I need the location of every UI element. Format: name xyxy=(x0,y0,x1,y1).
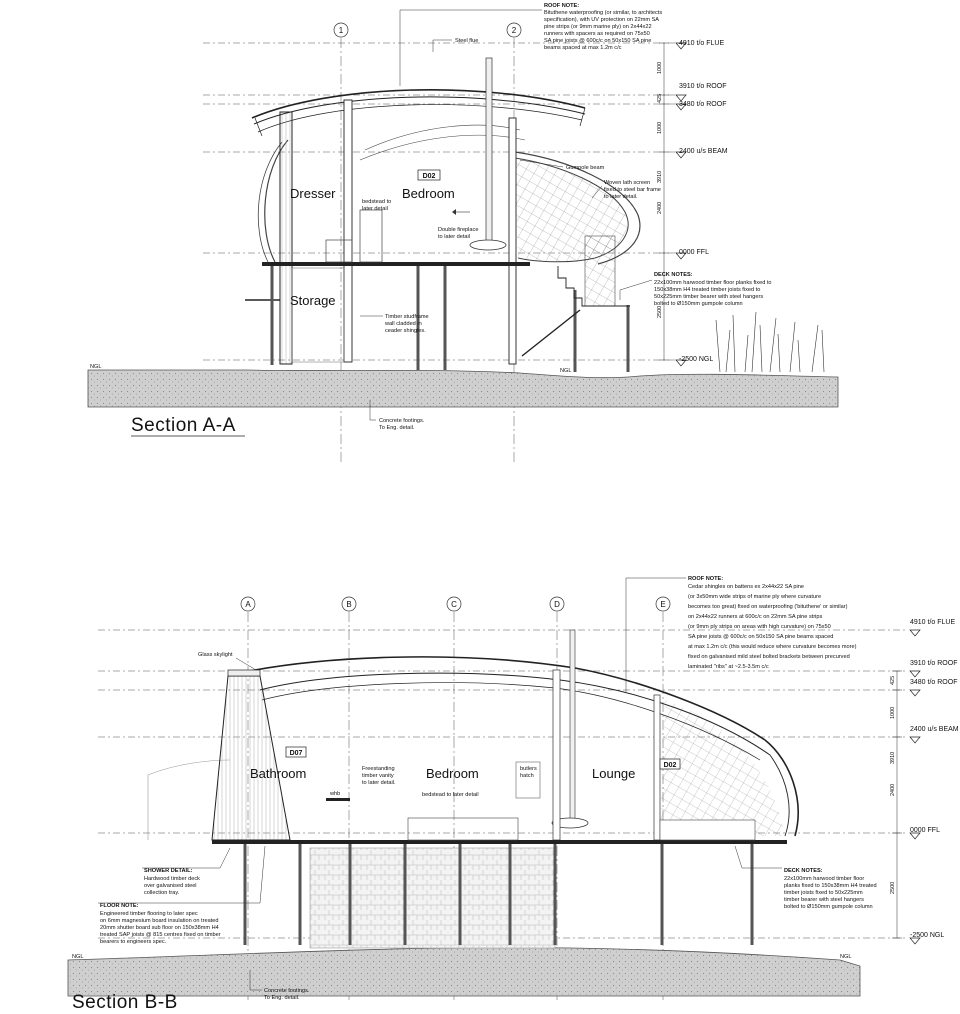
roof-note-line-8-b: fixed on galvanised mild steel bolted brackets between precurved xyxy=(688,654,850,660)
level-roof2-a: 3480 t/o ROOF xyxy=(679,101,727,108)
steel-flue-leader-a xyxy=(433,40,452,52)
roof-note-line-7-b: at max 1.2m c/c (this would reduce where curvature becomes more) xyxy=(688,644,857,650)
floor-line-3: 20mm shutter board sub floor on 150x38mm H4 xyxy=(100,925,219,931)
floor-line-2: on 6mm magnesium board insulation on treated xyxy=(100,918,219,924)
level-beam-b: 2400 u/s BEAM xyxy=(910,726,959,733)
room-bedroom-a: Bedroom xyxy=(402,186,455,201)
deck-note-a xyxy=(620,272,772,307)
deck-note-line-4-b: timber bearer with steel hangers xyxy=(784,897,864,903)
roof-note-line-5-b: (or 9mm ply strips on areas with high curvature) on 75x50 xyxy=(688,624,831,630)
roof-note-line-5-a: SA pine joists @ 600c/c on 50x150 SA pine xyxy=(544,38,652,44)
bedstead-line-1-a: bedstead to xyxy=(362,199,392,205)
svg-text:1: 1 xyxy=(338,26,344,35)
svg-text:A: A xyxy=(245,600,251,609)
columns-b xyxy=(553,670,660,840)
steel-flue-a xyxy=(486,58,492,248)
deck-note-title-b: DECK NOTES: xyxy=(784,868,823,874)
fireplace-line-2-a: to later detail xyxy=(438,234,471,240)
bed-b xyxy=(408,818,518,840)
level-ffl-a: 0000 FFL xyxy=(679,249,709,256)
grid-bubble-2 xyxy=(507,23,521,37)
deck-note-line-2-a: 150x38mm H4 treated timber joists fixed to xyxy=(654,287,761,293)
dim-2500-a: 2500 xyxy=(657,305,663,318)
grid-bubble-b xyxy=(342,597,356,611)
ground-a xyxy=(88,370,838,407)
roof-note-line-3-a: pine strips (or 9mm marine ply) on 2x44x22 xyxy=(544,24,652,30)
dim-3910-a: 3910 xyxy=(657,170,663,183)
level-roof1-a: 3910 t/o ROOF xyxy=(679,83,727,90)
grid-bubble-a xyxy=(241,597,255,611)
ngl-left-b: NGL xyxy=(72,954,84,960)
roof-note-line-3-b: becomes too great) fixed on waterproofing ('bituthene' or similar) xyxy=(688,604,848,610)
fireplace-a xyxy=(470,240,506,250)
vanity-line-1: Freestanding xyxy=(362,766,395,772)
dim-2500-b: 2500 xyxy=(890,881,896,894)
vanity-line-3: to later detail. xyxy=(362,780,396,786)
butlers-line-1: butlers xyxy=(520,766,537,772)
level-beam-a: 2400 u/s BEAM xyxy=(679,148,728,155)
roof-note-line-1-b: Cedar shingles on battens ex 2x44x22 SA pine xyxy=(688,584,804,590)
door-tag-d02-b: D02 xyxy=(663,762,677,769)
door-tag-a: D02 xyxy=(422,173,436,180)
room-lounge-b: Lounge xyxy=(592,766,636,781)
floor-line-4: treated SAP joists @ 815 centres fixed on timber xyxy=(100,932,221,938)
roof-note-line-6-b: SA pine joists @ 600c/c on 50x150 SA pine beams spaced xyxy=(688,634,834,640)
level-markers-a xyxy=(676,43,686,366)
roof-note-line-4-b: on 2x44x22 runners at 600c/c on 22mm SA pine strips xyxy=(688,614,823,620)
shower-note xyxy=(142,848,230,896)
footing-line-1-a: Concrete footings. xyxy=(379,418,425,424)
dim-2400-b: 2400 xyxy=(890,783,896,796)
stud-line-3-a: ceader shingles. xyxy=(385,328,426,334)
stud-line-1-a: Timber studframe xyxy=(385,314,429,320)
stone-plinth-b xyxy=(310,848,555,948)
gumpole-beam-label-a: Gumpole beam xyxy=(566,165,605,171)
deck-note-line-5-b: bolted to Ø150mm gumpole column xyxy=(784,904,873,910)
whb-label: whb xyxy=(330,791,341,797)
section-a xyxy=(88,3,838,465)
roof-note-title-b: ROOF NOTE: xyxy=(688,576,724,582)
column-2-a xyxy=(509,118,516,364)
deck-note-line-1-a: 22x100mm harwood timber floor planks fixed to xyxy=(654,280,772,286)
vanity-note xyxy=(362,766,396,786)
ngl-left-a: NGL xyxy=(90,364,102,370)
footing-line-2-b: To Eng. detail. xyxy=(264,995,300,1001)
stud-line-2-a: wall cladded in xyxy=(385,321,422,327)
level-markers-b xyxy=(910,630,920,944)
dim-2400-a: 2400 xyxy=(657,201,663,214)
footing-line-2-a: To Eng. detail. xyxy=(379,425,415,431)
level-flue-a: 4910 t/o FLUE xyxy=(679,40,725,47)
room-bathroom-b: Bathroom xyxy=(250,766,307,781)
deck-note-line-3-a: 50x225mm timber bearer with steel hangers xyxy=(654,294,764,300)
roof-note-b xyxy=(626,576,857,692)
roof-note-line-2-b: (or 3x50mm wide strips of marine ply where curvature xyxy=(688,594,822,600)
shower-title: SHOWER DETAIL: xyxy=(144,868,193,874)
level-roof2-b: 3480 t/o ROOF xyxy=(910,679,958,686)
reeds-a xyxy=(716,312,824,372)
level-roof1-b: 3910 t/o ROOF xyxy=(910,660,958,667)
section-title-b: Section B-B xyxy=(72,992,178,1013)
shower-line-1: Hardwood timber deck xyxy=(144,876,200,882)
footing-line-1-b: Concrete footings. xyxy=(264,988,310,994)
grid-bubble-e xyxy=(656,597,670,611)
bedstead-label-b: bedstead to later detail xyxy=(422,792,479,798)
floor-slab-a xyxy=(262,262,530,266)
lath-line-3-a: to later detail. xyxy=(604,194,638,200)
floor-note xyxy=(98,846,265,945)
roof-note-line-9-b: laminated "ribs" at ~2.5-3.5m c/c xyxy=(688,664,769,670)
svg-text:E: E xyxy=(660,600,666,609)
dim-3910-b: 3910 xyxy=(890,751,896,764)
room-bedroom-b: Bedroom xyxy=(426,766,479,781)
glass-skylight-label: Glass skylight xyxy=(198,652,233,658)
bathroom-tower-b xyxy=(212,676,290,840)
stud-note-a xyxy=(360,314,429,334)
ground-b xyxy=(68,948,860,997)
level-flue-b: 4910 t/o FLUE xyxy=(910,619,956,626)
grid-bubble-c xyxy=(447,597,461,611)
shower-line-3: collection tray. xyxy=(144,890,180,896)
floor-line-1: Engineered timber flooring to later spec xyxy=(100,911,198,917)
lath-line-1-a: Woven lath screen xyxy=(604,180,651,186)
steel-flue-b xyxy=(570,630,575,825)
dim-425-b: 425 xyxy=(890,675,896,685)
floor-title: FLOOR NOTE: xyxy=(100,903,139,909)
level-ngl-a: -2500 NGL xyxy=(679,356,714,363)
fireplace-line-1-a: Double fireplace xyxy=(438,227,479,233)
bedstead-line-2-a: later detail xyxy=(362,206,388,212)
butlers-line-2: hatch xyxy=(520,773,534,779)
shower-line-2: over galvanised steel xyxy=(144,883,197,889)
skylight-b xyxy=(228,670,260,676)
deck-note-line-2-b: planks fixed to 150x38mm H4 treated xyxy=(784,883,877,889)
dim-1000-a: 1000 xyxy=(657,61,663,74)
roof-note-a xyxy=(400,3,662,86)
deck-note-line-4-a: bolted to Ø150mm gumpole column xyxy=(654,301,743,307)
svg-text:B: B xyxy=(346,600,352,609)
dim-425-a: 425 xyxy=(657,93,663,103)
steel-flue-label-a: Steel flue xyxy=(455,38,479,44)
level-ffl-b: 0000 FFL xyxy=(910,827,940,834)
column-1-a xyxy=(344,100,352,362)
roof-note-line-4-a: runners with spacers as required on 75x50 xyxy=(544,31,650,37)
storage-shelves-a xyxy=(292,268,344,362)
dim-1000-b: 1000 xyxy=(890,706,896,719)
floor-slab-b xyxy=(212,840,787,844)
svg-text:2: 2 xyxy=(511,26,517,35)
section-b xyxy=(68,576,959,1013)
lath-line-2-a: fixed to steel bar frame xyxy=(604,187,661,193)
svg-text:C: C xyxy=(451,600,457,609)
ngl-right-b: NGL xyxy=(840,954,852,960)
bed-a xyxy=(326,210,382,262)
roof-note-line-2-a: specification), with UV protection on 22mm SA xyxy=(544,17,660,23)
deck-note-line-1-b: 22x100mm harwood timber floor xyxy=(784,876,865,882)
vanity-line-2: timber vanity xyxy=(362,773,394,779)
room-storage-a: Storage xyxy=(290,293,336,308)
roof-note-line-1-a: Bituthene waterproofing (or similar, to architects xyxy=(544,10,663,16)
ngl-right-a: NGL xyxy=(560,368,572,374)
studframe-wall-a xyxy=(280,112,292,364)
section-title-a: Section A-A xyxy=(131,415,236,436)
deck-note-line-3-b: timber joists fixed to 50x225mm xyxy=(784,890,863,896)
door-tag-d07: D07 xyxy=(289,750,303,757)
room-dresser-a: Dresser xyxy=(290,186,336,201)
grid-bubble-d xyxy=(550,597,564,611)
roof-a xyxy=(252,90,585,136)
stilts-a xyxy=(272,266,628,372)
roof-note-title-a: ROOF NOTE: xyxy=(544,3,580,9)
grid-bubble-1 xyxy=(334,23,348,37)
whb-counter xyxy=(326,798,350,801)
lounge-seat-b xyxy=(660,820,755,840)
deck-note-b xyxy=(735,846,877,910)
floor-line-5: bearers to engineers spec. xyxy=(100,939,167,945)
level-ngl-b: -2500 NGL xyxy=(910,932,945,939)
roof-note-line-6-a: beams spaced at max 1.2m c/c xyxy=(544,45,622,51)
dim-1000b-a: 1000 xyxy=(657,121,663,134)
svg-text:D: D xyxy=(554,600,560,609)
deck-note-title-a: DECK NOTES: xyxy=(654,272,693,278)
